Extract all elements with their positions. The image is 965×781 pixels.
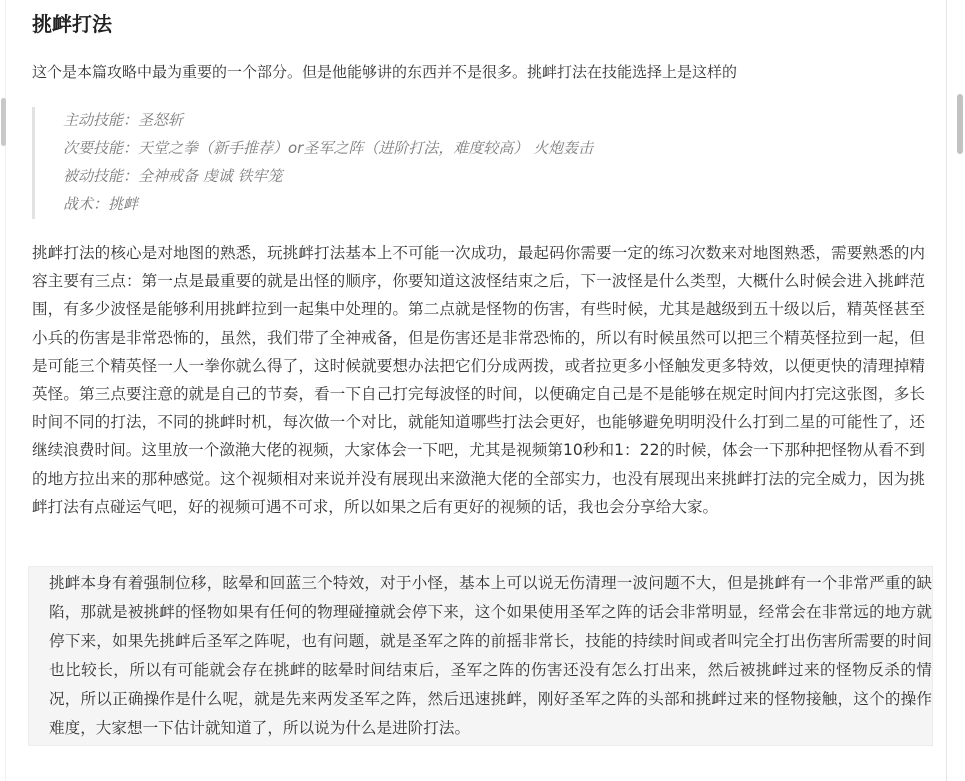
main-paragraph: 挑衅打法的核心是对地图的熟悉，玩挑衅打法基本上不可能一次成功，最起码你需要一定的练习次数来对地图熟悉，需要熟悉的内容主要有三点：第一点是最重要的就是出怪的顺序，你要知道这波怪结束之后，下一波怪是什么类型，大概什么时候会进入挑衅范围，有多少波怪是能够利用挑衅拉到一起集中处理的。第二点就是怪物的伤害，有些时候，尤其是越级到五十级以后，精英怪甚至小兵的伤害是非常恐怖的，虽然，我们带了全神戒备，但是伤害还是非常恐怖的，所以有时候虽然可以把三个精英怪拉到一起，但是可能三个精英怪一人一拳你就么得了，这时候就要想办法把它们分成两拨，或者拉更多小怪触发更多特效，以便更快的清理掉精英怪。第三点要注意的就是自己的节奏，看一下自己打完每波怪的时间，以便确定自己是不是能够在规定时间内打完这张图，多长时间不同的打法，不同的挑衅时机，每次做一个对比，就能知道哪些打法会更好，也能够避免明明没什么打到二星的可能性了，还继续浪费时间。这里放一个潋滟大佬的视频，大家体会一下吧，尤其是视频第10秒和1：22的时候，体会一下那种把怪物从看不到的地方拉出来的那种感觉。这个视频相对来说并没有展现出来潋滟大佬的全部实力，也没有展现出来挑衅打法的完全威力，因为挑衅打法有点碰运气吧，好的视频可遇不可求，所以如果之后有更好的视频的话，我也会分享给大家。 [32,244,925,516]
secondary-skill-line: 次要技能：天堂之拳（新手推荐）or圣军之阵（进阶打法，难度较高） 火炮轰击 [63,139,594,157]
skill-blockquote [32,107,915,219]
intro-paragraph: 这个是本篇攻略中最为重要的一个部分。但是他能够讲的东西并不是很多。挑衅打法在技能选择上是这样的 [32,63,738,81]
active-skill-line: 主动技能：圣怒斩 [63,111,184,129]
passive-skill-line: 被动技能：全神戒备 虔诚 铁牢笼 [63,167,283,185]
left-scroll-handle[interactable] [1,98,6,146]
scrollbar-thumb[interactable] [957,94,963,154]
code-block: 挑衅本身有着强制位移，眩晕和回蓝三个特效，对于小怪，基本上可以说无伤清理一波问题不大，但是挑衅有一个非常严重的缺陷，那就是被挑衅的怪物如果有任何的物理碰撞就会停下来，这个如果使用圣军之阵的话会非常明显，经常会在非常远的地方就停下来，如果先挑衅后圣军之阵呢，也有问题，就是圣军之阵的前摇非常长，技能的持续时间或者叫完全打出伤害所需要的时间也比较长，所以有可能就会存在挑衅的眩晕时间结束后，圣军之阵的伤害还没有怎么打出来，然后被挑衅过来的怪物反杀的情况，所以正确操作是什么呢，就是先来两发圣军之阵，然后迅速挑衅，刚好圣军之阵的头部和挑衅过来的怪物接触，这个的操作难度，大家想一下估计就知道了，所以说为什么是进阶打法。 [28,566,933,746]
left-scroll-edge [0,0,10,781]
tactic-line: 战术：挑衅 [63,195,139,213]
vertical-scrollbar[interactable] [946,0,965,781]
section-heading: 挑衅打法 [32,12,112,36]
